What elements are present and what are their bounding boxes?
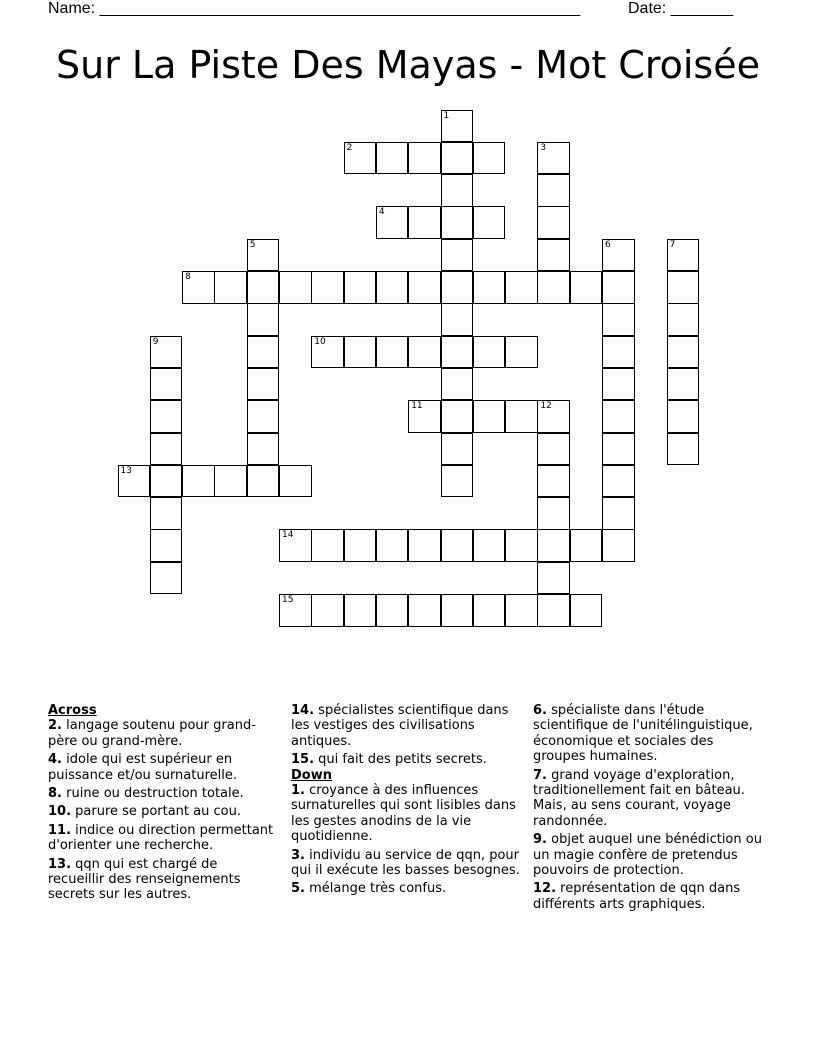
grid-cell	[441, 433, 474, 466]
grid-cell	[279, 529, 312, 562]
down-clue-6: 6. spécialiste dans l'étude scientifique de l'unitélinguistique, économique et sociales des groupes humaines.	[533, 703, 753, 765]
grid-cell	[441, 142, 474, 175]
grid-cell	[247, 303, 280, 336]
grid-cell	[247, 400, 280, 433]
grid-cell	[473, 336, 506, 369]
grid-cell	[602, 303, 635, 336]
grid-cell	[473, 206, 506, 239]
grid-cell	[537, 142, 570, 175]
cell-number: 15	[282, 595, 294, 605]
grid-cell	[408, 529, 441, 562]
across-clue-2: 2. langage soutenu pour grand-père ou grand-mère.	[48, 718, 256, 749]
grid-cell	[408, 594, 441, 627]
date-field: Date: _______	[628, 0, 733, 17]
grid-cell	[408, 142, 441, 175]
grid-cell	[311, 336, 344, 369]
grid-cell	[279, 271, 312, 304]
grid-cell	[408, 271, 441, 304]
grid-cell	[505, 271, 538, 304]
grid-cell	[182, 271, 215, 304]
down-heading: Down	[291, 767, 332, 783]
grid-cell	[537, 529, 570, 562]
grid-cell	[311, 529, 344, 562]
grid-cell	[537, 562, 570, 595]
grid-cell	[441, 400, 474, 433]
grid-cell	[505, 529, 538, 562]
grid-cell	[537, 433, 570, 466]
across-heading: Across	[48, 703, 97, 718]
grid-cell	[602, 368, 635, 401]
grid-cell	[537, 400, 570, 433]
grid-cell	[441, 174, 474, 207]
across-clue-10: 10. parure se portant au cou.	[48, 804, 241, 820]
cell-number: 5	[249, 239, 256, 250]
grid-cell	[118, 465, 151, 498]
grid-cell	[473, 271, 506, 304]
cell-number: 8	[185, 272, 191, 282]
grid-cell	[537, 594, 570, 627]
grid-cell	[150, 529, 183, 562]
grid-cell	[344, 529, 377, 562]
grid-cell	[537, 174, 570, 207]
grid-cell	[150, 562, 183, 595]
grid-cell	[441, 206, 474, 239]
cell-number: 11	[411, 401, 423, 412]
grid-cell	[408, 206, 441, 239]
down-clue-5: 5. mélange très confus.	[291, 881, 447, 897]
grid-cell	[667, 271, 700, 304]
grid-cell	[344, 142, 377, 175]
grid-cell	[667, 303, 700, 336]
cell-number: 4	[378, 207, 385, 218]
grid-cell	[408, 336, 441, 369]
cell-number: 9	[152, 336, 159, 347]
down-clue-12: 12. représentation de qqn dans différents arts graphiques.	[533, 881, 741, 912]
grid-cell	[570, 594, 603, 627]
grid-cell	[602, 271, 635, 304]
grid-cell	[344, 594, 377, 627]
grid-cell	[247, 433, 280, 466]
cell-number: 13	[120, 465, 132, 476]
cell-number: 1	[443, 110, 450, 121]
grid-cell	[150, 368, 183, 401]
grid-cell	[602, 497, 635, 530]
grid-cell	[667, 239, 700, 272]
grid-cell	[279, 465, 312, 498]
grid-cell	[667, 336, 700, 369]
grid-cell	[441, 368, 474, 401]
grid-cell	[570, 271, 603, 304]
grid-cell	[473, 142, 506, 175]
grid-cell	[344, 336, 377, 369]
grid-cell	[441, 529, 474, 562]
grid-cell	[376, 142, 409, 175]
grid-cell	[376, 336, 409, 369]
grid-cell	[311, 271, 344, 304]
name-field: Name: ______________________________________________________	[48, 0, 581, 17]
grid-cell	[441, 336, 474, 369]
down-clue-9: 9. objet auquel une bénédiction ou un magie confère de pretendus pouvoirs de protection.	[533, 832, 762, 879]
grid-cell	[473, 594, 506, 627]
cell-number: 6	[605, 239, 611, 250]
cell-number: 14	[282, 530, 294, 541]
grid-cell	[376, 594, 409, 627]
grid-cell	[376, 529, 409, 562]
grid-cell	[214, 465, 247, 498]
cell-number: 7	[669, 239, 676, 250]
grid-cell	[247, 336, 280, 369]
grid-cell	[602, 465, 635, 498]
page-title: Sur La Piste Des Mayas - Mot Croisée	[56, 43, 760, 87]
across-clue-11: 11. indice ou direction permettant d'orienter une recherche.	[48, 822, 274, 854]
cell-number: 2	[346, 142, 353, 153]
grid-cell	[667, 400, 700, 433]
grid-cell	[505, 400, 538, 433]
grid-cell	[537, 497, 570, 530]
grid-cell	[376, 206, 409, 239]
grid-cell	[247, 465, 280, 498]
grid-cell	[441, 239, 474, 272]
grid-cell	[150, 400, 183, 433]
grid-cell	[473, 529, 506, 562]
down-clue-3: 3. individu au service de qqn, pour qui il exécute les basses besognes.	[291, 847, 520, 879]
grid-cell	[441, 271, 474, 304]
grid-cell	[602, 336, 635, 369]
clues-column-3	[533, 703, 765, 915]
grid-cell	[182, 465, 215, 498]
grid-cell	[537, 239, 570, 272]
cell-number: 10	[314, 336, 326, 347]
grid-cell	[376, 271, 409, 304]
down-clue-7: 7. grand voyage d'exploration, traditionellement fait en bâteau. Mais, au sens courant, voyage randonnée.	[533, 767, 745, 829]
grid-cell	[602, 529, 635, 562]
grid-cell	[441, 110, 474, 143]
grid-cell	[311, 594, 344, 627]
grid-cell	[441, 465, 474, 498]
grid-cell	[150, 336, 183, 369]
grid-cell	[279, 594, 312, 627]
grid-cell	[537, 465, 570, 498]
grid-cell	[570, 529, 603, 562]
grid-cell	[473, 400, 506, 433]
grid-cell	[441, 303, 474, 336]
grid-cell	[537, 206, 570, 239]
across-clue-15: 15. qui fait des petits secrets.	[291, 752, 487, 768]
grid-cell	[150, 497, 183, 530]
grid-cell	[505, 336, 538, 369]
grid-cell	[150, 465, 183, 498]
clues-column-1	[48, 703, 274, 906]
across-clue-4: 4. idole qui est supérieur en puissance et/ou surnaturelle.	[48, 752, 238, 783]
grid-cell	[214, 271, 247, 304]
cell-number: 3	[540, 142, 547, 153]
grid-cell	[602, 433, 635, 466]
grid-cell	[537, 271, 570, 304]
down-clue-1: 1. croyance à des influences surnaturelles qui sont lisibles dans les gestes anodins de la vie quotidienne.	[291, 783, 516, 845]
grid-cell	[247, 271, 280, 304]
grid-cell	[150, 433, 183, 466]
grid-cell	[344, 271, 377, 304]
grid-cell	[408, 400, 441, 433]
grid-cell	[602, 239, 635, 272]
grid-cell	[247, 239, 280, 272]
grid-cell	[602, 400, 635, 433]
grid-cell	[667, 433, 700, 466]
across-clue-8: 8. ruine ou destruction totale.	[48, 786, 244, 802]
across-clue-13: 13. qqn qui est chargé de recueillir des renseignements secrets sur les autres.	[48, 856, 241, 903]
across-clue-14: 14. spécialistes scientifique dans les vestiges des civilisations antiques.	[291, 703, 509, 749]
grid-cell	[667, 368, 700, 401]
clues-column-2	[291, 703, 527, 900]
grid-cell	[247, 368, 280, 401]
cell-number: 12	[540, 401, 552, 412]
grid-cell	[441, 594, 474, 627]
grid-cell	[505, 594, 538, 627]
